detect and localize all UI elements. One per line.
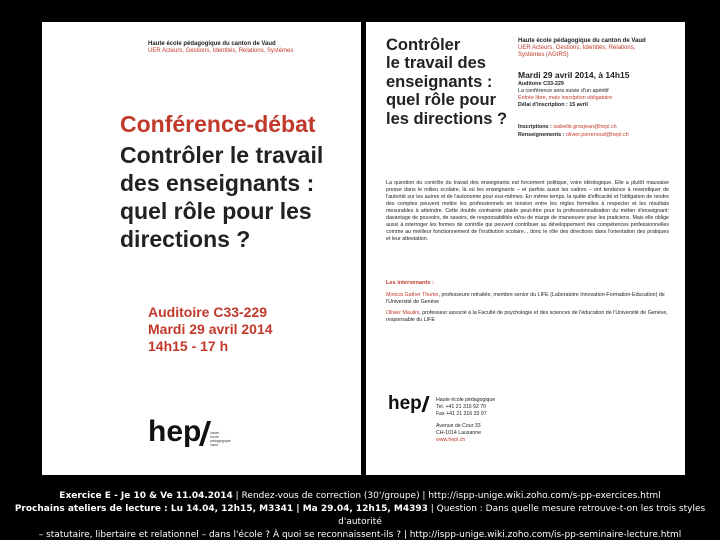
hep-logo [388, 394, 427, 413]
inscriptions-label: Inscriptions : [518, 124, 552, 130]
speaker-description: , professeure retraitée, membre senior du LIFE (Laboratoire Innovation-Formation-Education) de l'Université de Genève [386, 292, 665, 306]
caption-line: – statutaire, libertaire et relationnel – dans l'école ? À quoi se reconnaissent-ils ? | http://ispp-unige.wiki.zoho.com/is-pp-seminaire-lecture.html [38, 530, 682, 540]
right-title-line: le travail des [386, 54, 486, 73]
right-title-line: enseignants : [386, 72, 493, 91]
caption-line [0, 490, 720, 503]
tagline-line: pédagogique [210, 438, 231, 443]
right-title-line: quel rôle pour [386, 91, 497, 110]
speaker-description: , professeur associé à la Faculté de psychologie et des sciences de l'éducation de l'Université de Genève, responsable du LIFE [386, 310, 668, 324]
poster-title-line: des enseignants : [120, 170, 315, 197]
event-date: Mardi 29 avril 2014, à 14h15 [518, 70, 630, 80]
department-line: UER Acteurs, Gestions, Identités, Relations, [518, 45, 636, 51]
renseignements-email[interactable]: olivier.perrenoud@hepl.ch [565, 131, 629, 138]
event-room: Auditoire C33-229 [518, 81, 564, 88]
event-info [518, 71, 630, 109]
speaker-item [386, 310, 669, 324]
department-name [518, 45, 635, 59]
event-aperitif: La conférence sera suivie d'un apéritif [518, 88, 609, 95]
department-line: Systèmes (AGIRS) [518, 52, 569, 59]
right-poster-title [386, 36, 507, 128]
tagline-line: vaud [210, 442, 218, 447]
footer-website[interactable]: www.hepl.ch [436, 437, 466, 444]
caption-line [0, 503, 720, 529]
left-poster-page [42, 22, 361, 475]
speaker-item [386, 292, 669, 306]
slide-caption [0, 490, 720, 540]
caption-workshops-label: Prochains ateliers de lecture : Lu 14.04, 12h15, M3341 | Ma 29.04, 12h15, M4393 [14, 504, 428, 514]
abstract-text: La question du contrôle du travail des enseignants est forcement politique, voire idéologique. Elle a plutôt mauvaise presse dans le milieu scolaire, là où les enseignants – et parfois aussi les cadres – ont tendance à revendiquer de l'autorité sur les autres et de l'autonomie pour eux-mêmes. En même temps, la quête d'efficacité et l'obligation de rendre des comptes peuvent mettre les professionnels en tension entre les règles formelles à respecter et les résultats mesurables à atteindre. Cette double contrainte plaide peut-être pour la professionnalisation du métier d'enseignant: davantage de pouvoirs, de savoirs, de responsabilités et/ou de marge de manoeuvre pour les praticiens. Mais elle oblige aussi à interroger les formes de contrôle qui peuvent contribuer au développement des compétences professionnelles comme au meilleur fonctionnement de l'institution scolaire... donc le rôle des directions dans l'orientation des pratiques et leur attestation. [386, 180, 669, 243]
right-title-line: Contrôler [386, 36, 461, 54]
venue-date: Mardi 29 avril 2014 [148, 320, 273, 337]
event-entry: Entrée libre, mais inscription obligatoire [518, 95, 613, 102]
venue-room: Auditoire C33-229 [148, 304, 268, 320]
caption-question-text: | Question : Dans quelle mesure retrouve-t-on les trois styles d'autorité [338, 504, 706, 527]
speaker-name: Monica Gather Thurler [386, 292, 439, 298]
footer-line: Avenue de Cour 33 [436, 423, 481, 430]
venue-block [148, 304, 273, 354]
contacts-block [518, 124, 629, 140]
footer-line: Tel. +41 21 316 92 70 [436, 404, 487, 411]
poster-title [120, 141, 323, 253]
footer-line: Haute école pédagogique [436, 397, 496, 403]
inscriptions-email[interactable]: isabelle.grosjean@hepl.ch [553, 124, 617, 130]
contact-footer [436, 397, 495, 444]
footer-line: Fax +41 21 316 33 97 [436, 411, 487, 418]
tagline-line: école [210, 434, 219, 439]
hep-logo-word: hep [388, 393, 422, 414]
speaker-name: Olivier Maulini [386, 310, 420, 316]
institution-name: Haute école pédagogique du canton de Vaud [148, 41, 276, 47]
event-deadline: Délai d'inscription : 15 avril [518, 102, 588, 109]
poster-title-line: directions ? [120, 226, 251, 253]
hep-logo [148, 417, 231, 447]
department-name: UER Acteurs, Gestions, Identités, Relations, Systèmes [148, 48, 294, 54]
hep-logo-tagline [210, 431, 230, 447]
poster-title-line: quel rôle pour les [120, 198, 312, 225]
renseignements-label: Renseignements : [518, 131, 565, 138]
conference-heading: Conférence-débat [120, 111, 316, 137]
tagline-line: haute [210, 430, 220, 435]
right-title-line: les directions ? [386, 109, 508, 128]
institution-name: Haute école pédagogique du canton de Vaud [518, 38, 646, 44]
venue-time: 14h15 - 17 h [148, 337, 229, 354]
hep-logo-word: hep [148, 415, 202, 448]
hep-logo-slash [421, 396, 429, 412]
speakers-heading: Les intervenants : [386, 280, 434, 286]
caption-exercise-label: Exercice E - Je 10 & Ve 11.04.2014 [59, 491, 233, 501]
caption-exercise-text: | Rendez-vous de correction (30'/groupe) | http://ispp-unige.wiki.zoho.com/s-pp-exercices.html [232, 491, 661, 501]
poster-title-line: Contrôler le travail [120, 142, 324, 168]
right-poster-page [366, 22, 685, 475]
footer-line: CH-1014 Lausanne [436, 430, 481, 437]
